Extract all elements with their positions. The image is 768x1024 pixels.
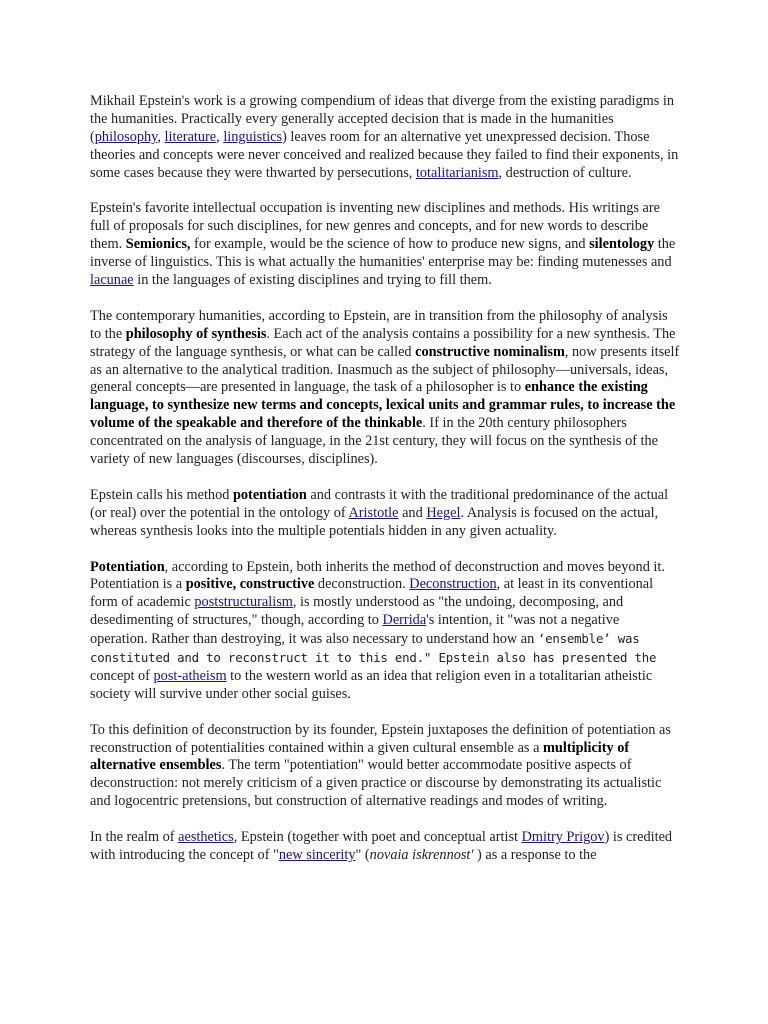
text: and contrasts it with the traditional predominance of the actual (or real) over the potential in the ontology of xyxy=(90,486,669,521)
text: ) leaves room for an alternative yet unexpressed decision. Those theories and concepts were never conceived and realized because they failed to find their exponents, in some cases because they were thwarted by persecutions, xyxy=(90,128,679,181)
term-philosophy-of-synthesis: philosophy of synthesis xyxy=(125,325,267,342)
text: deconstruction. xyxy=(314,576,410,593)
text: To this definition of deconstruction by its founder, Epstein juxtaposes the definition of potentiation as reconstruction of potentialities contained within a given cultural ensemble as a xyxy=(90,721,671,756)
paragraph-aesthetics xyxy=(90,829,680,865)
link-totalitarianism[interactable]: totalitarianism xyxy=(415,164,499,181)
text: In the realm of xyxy=(90,829,179,846)
term-silentology: silentology xyxy=(589,236,655,253)
link-deconstruction[interactable]: Deconstruction xyxy=(409,576,497,593)
link-aristotle[interactable]: Aristotle xyxy=(348,504,399,521)
text: in the languages of existing disciplines and trying to fill them. xyxy=(133,272,492,289)
text: . Each act of the analysis contains a possibility for a new synthesis. The strategy of the language synthesis, or what can be called xyxy=(90,325,676,360)
paragraph-potentiation-method xyxy=(90,487,680,541)
text: for example, would be the science of how to produce new signs, and xyxy=(190,236,590,253)
term-novaia-iskrennost: novaia iskrennost' xyxy=(369,846,474,863)
text: , xyxy=(216,128,224,145)
text: concept of xyxy=(90,667,154,684)
text: , Epstein (together with poet and conceptual artist xyxy=(233,829,522,846)
text: , destruction of culture. xyxy=(498,164,632,181)
text: , now presents itself as an alternative to the analytical tradition. Inasmuch as the subject of philosophy—universals, ideas, general concepts—are presented in language, the task of a philosopher is to xyxy=(90,343,680,396)
text: Epstein calls his method xyxy=(90,486,233,503)
link-dmitry-prigov[interactable]: Dmitry Prigov xyxy=(521,829,605,846)
text: , is mostly understood as "the undoing, decomposing, and desedimenting of structures," though, according to xyxy=(90,594,624,629)
paragraph-intro xyxy=(90,93,680,183)
text: . Analysis is focused on the actual, whereas synthesis looks into the multiple potentials hidden in any given actuality. xyxy=(90,504,659,539)
term-positive-constructive: positive, constructive xyxy=(185,576,315,593)
text: The contemporary humanities, according to Epstein, are in transition from the philosophy of analysis to the xyxy=(90,307,668,342)
link-linguistics[interactable]: linguistics xyxy=(223,128,283,145)
text: and xyxy=(398,504,427,521)
term-multiplicity-of-alternative-ensembles: multiplicity of alternative ensembles xyxy=(90,739,630,774)
term-potentiation: Potentiation xyxy=(90,558,165,575)
text: 's intention, it "was not a negative operation. Rather than destroying, it was also necessary to understand how an xyxy=(90,612,620,648)
text: Epstein's favorite intellectual occupation is inventing new disciplines and methods. His writings are full of proposals for such disciplines, for new genres and concepts, and for new words to describe them. xyxy=(90,200,660,253)
paragraph-disciplines xyxy=(90,200,680,290)
text: to the western world as an idea that religion even in a totalitarian atheistic society will survive under other social guises. xyxy=(90,667,653,702)
text: . The term "potentiation" would better accommodate positive aspects of deconstruction: not merely criticism of a given practice or discourse by demonstrating its actualistic and logocentric pretensions, but construction of alternative readings and modes of writing. xyxy=(90,757,662,810)
term-semionics: Semionics, xyxy=(125,236,191,253)
text: " ( xyxy=(355,846,370,863)
emphasis-task: enhance the existing language, to synthesize new terms and concepts, lexical units and grammar rules, to increase the volume of the speakable and therefore of the thinkable xyxy=(90,379,676,432)
link-aesthetics[interactable]: aesthetics xyxy=(178,829,234,846)
link-poststructuralism[interactable]: poststructuralism xyxy=(194,594,293,611)
term-potentiation: potentiation xyxy=(232,486,307,503)
link-lacunae[interactable]: lacunae xyxy=(90,272,134,289)
link-hegel[interactable]: Hegel xyxy=(426,504,461,521)
article-body xyxy=(90,93,680,883)
text: , xyxy=(157,128,165,145)
text: ) as a response to the xyxy=(473,846,597,863)
text: . If in the 20th century philosophers concentrated on the analysis of language, in the 21st century, they will focus on the synthesis of the variety of new languages (discourses, disciplines). xyxy=(90,415,659,468)
term-constructive-nominalism: constructive nominalism xyxy=(415,343,565,360)
paragraph-synthesis xyxy=(90,308,680,469)
paragraph-reconstruction xyxy=(90,722,680,812)
text: , according to Epstein, both inherits the method of deconstruction and moves beyond it. Potentiation is a xyxy=(90,558,665,593)
link-derrida[interactable]: Derrida xyxy=(382,612,427,629)
link-philosophy[interactable]: philosophy xyxy=(94,128,158,145)
link-new-sincerity[interactable]: new sincerity xyxy=(278,846,356,863)
link-post-atheism[interactable]: post-atheism xyxy=(153,667,227,684)
text: , at least in its conventional form of academic xyxy=(90,576,654,611)
text: the inverse of linguistics. This is what actually the humanities' enterprise may be: finding mutenesses and xyxy=(90,236,676,271)
text: ) is credited with introducing the concept of " xyxy=(90,829,673,863)
text-quote-line: ‘ensemble’ was constituted and to reconstruct it to this end." Epstein also has presented the xyxy=(90,631,657,666)
link-literature[interactable]: literature xyxy=(164,128,217,145)
text: Mikhail Epstein's work is a growing compendium of ideas that diverge from the existing paradigms in the humanities. Practically every generally accepted decision that is made in the humanities ( xyxy=(90,93,675,145)
paragraph-deconstruction xyxy=(90,559,680,704)
